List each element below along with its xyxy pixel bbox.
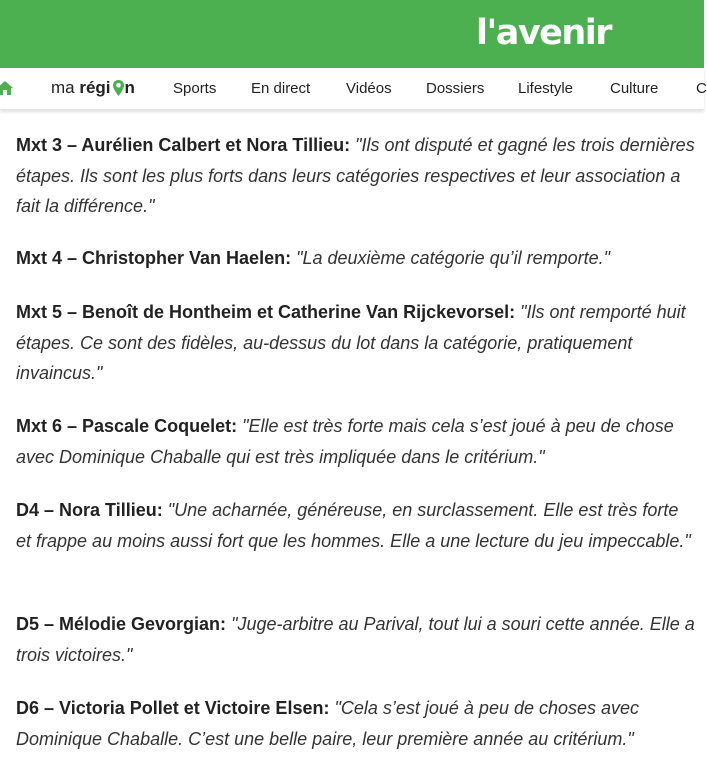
entry-name: Mxt 6 – Pascale Coquelet: bbox=[16, 416, 238, 436]
location-pin-icon bbox=[112, 79, 125, 97]
top-bar bbox=[0, 0, 704, 68]
entry-mxt3 bbox=[16, 130, 697, 222]
entry-d4 bbox=[16, 495, 697, 556]
entry-d5 bbox=[16, 609, 697, 670]
entry-mxt5 bbox=[16, 297, 697, 389]
entry-name: D6 – Victoria Pollet et Victoire Elsen: bbox=[16, 698, 330, 718]
entry-name: Mxt 4 – Christopher Van Haelen: bbox=[16, 248, 292, 268]
entry-quote: "Ils ont disputé et gagné les trois dernières étapes. Ils sont les plus forts dans leurs catégories respectives et leur association a fait la différence." bbox=[16, 135, 695, 216]
ma-region-bold: régi bbox=[79, 78, 111, 97]
nav-item-culture[interactable]: Culture bbox=[610, 80, 659, 97]
entry-name: D4 – Nora Tillieu: bbox=[16, 500, 163, 520]
nav-bar bbox=[0, 68, 707, 110]
entry-quote: "La deuxième catégorie qu’il remporte." bbox=[296, 248, 611, 268]
lavenir-logo[interactable]: l'avenir bbox=[476, 13, 612, 53]
nav-item-sports[interactable]: Sports bbox=[173, 80, 217, 97]
entry-mxt4 bbox=[16, 243, 697, 274]
nav-item-lifestyle[interactable]: Lifestyle bbox=[518, 80, 574, 97]
entry-name: D5 – Mélodie Gevorgian: bbox=[16, 614, 227, 634]
ma-region-prefix: ma bbox=[51, 78, 80, 97]
nav-item-videos[interactable]: Vidéos bbox=[346, 80, 392, 97]
nav-item-dossiers[interactable]: Dossiers bbox=[426, 80, 485, 97]
entry-quote: "Elle est très forte mais cela s’est joué à peu de chose avec Dominique Chaballe qui est très impliquée dans le critérium." bbox=[16, 416, 674, 467]
ma-region-suffix: n bbox=[124, 78, 135, 97]
nav-item-en-direct[interactable]: En direct bbox=[251, 80, 311, 97]
home-icon[interactable] bbox=[0, 80, 14, 96]
entry-d6 bbox=[16, 693, 697, 754]
entry-quote: "Ils ont remporté huit étapes. Ce sont des fidèles, au-dessus du lot dans la catégorie, pratiquement invaincus." bbox=[16, 302, 686, 383]
entry-name: Mxt 5 – Benoît de Hontheim et Catherine Van Rijckevorsel: bbox=[16, 302, 516, 322]
entry-mxt6 bbox=[16, 411, 697, 472]
entry-quote: "Juge-arbitre au Parival, tout lui a souri cette année. Elle a trois victoires." bbox=[16, 614, 695, 665]
nav-item-truncated[interactable]: C bbox=[696, 80, 707, 97]
ma-region-link[interactable] bbox=[51, 77, 135, 99]
entry-quote: "Une acharnée, généreuse, en surclassement. Elle est très forte et frappe au moins aussi fort que les hommes. Elle a une lecture du jeu impeccable." bbox=[16, 500, 691, 551]
entry-name: Mxt 3 – Aurélien Calbert et Nora Tillieu: bbox=[16, 135, 351, 155]
entry-quote: "Cela s’est joué à peu de choses avec Dominique Chaballe. C’est une belle paire, leur première année au critérium." bbox=[16, 698, 640, 749]
